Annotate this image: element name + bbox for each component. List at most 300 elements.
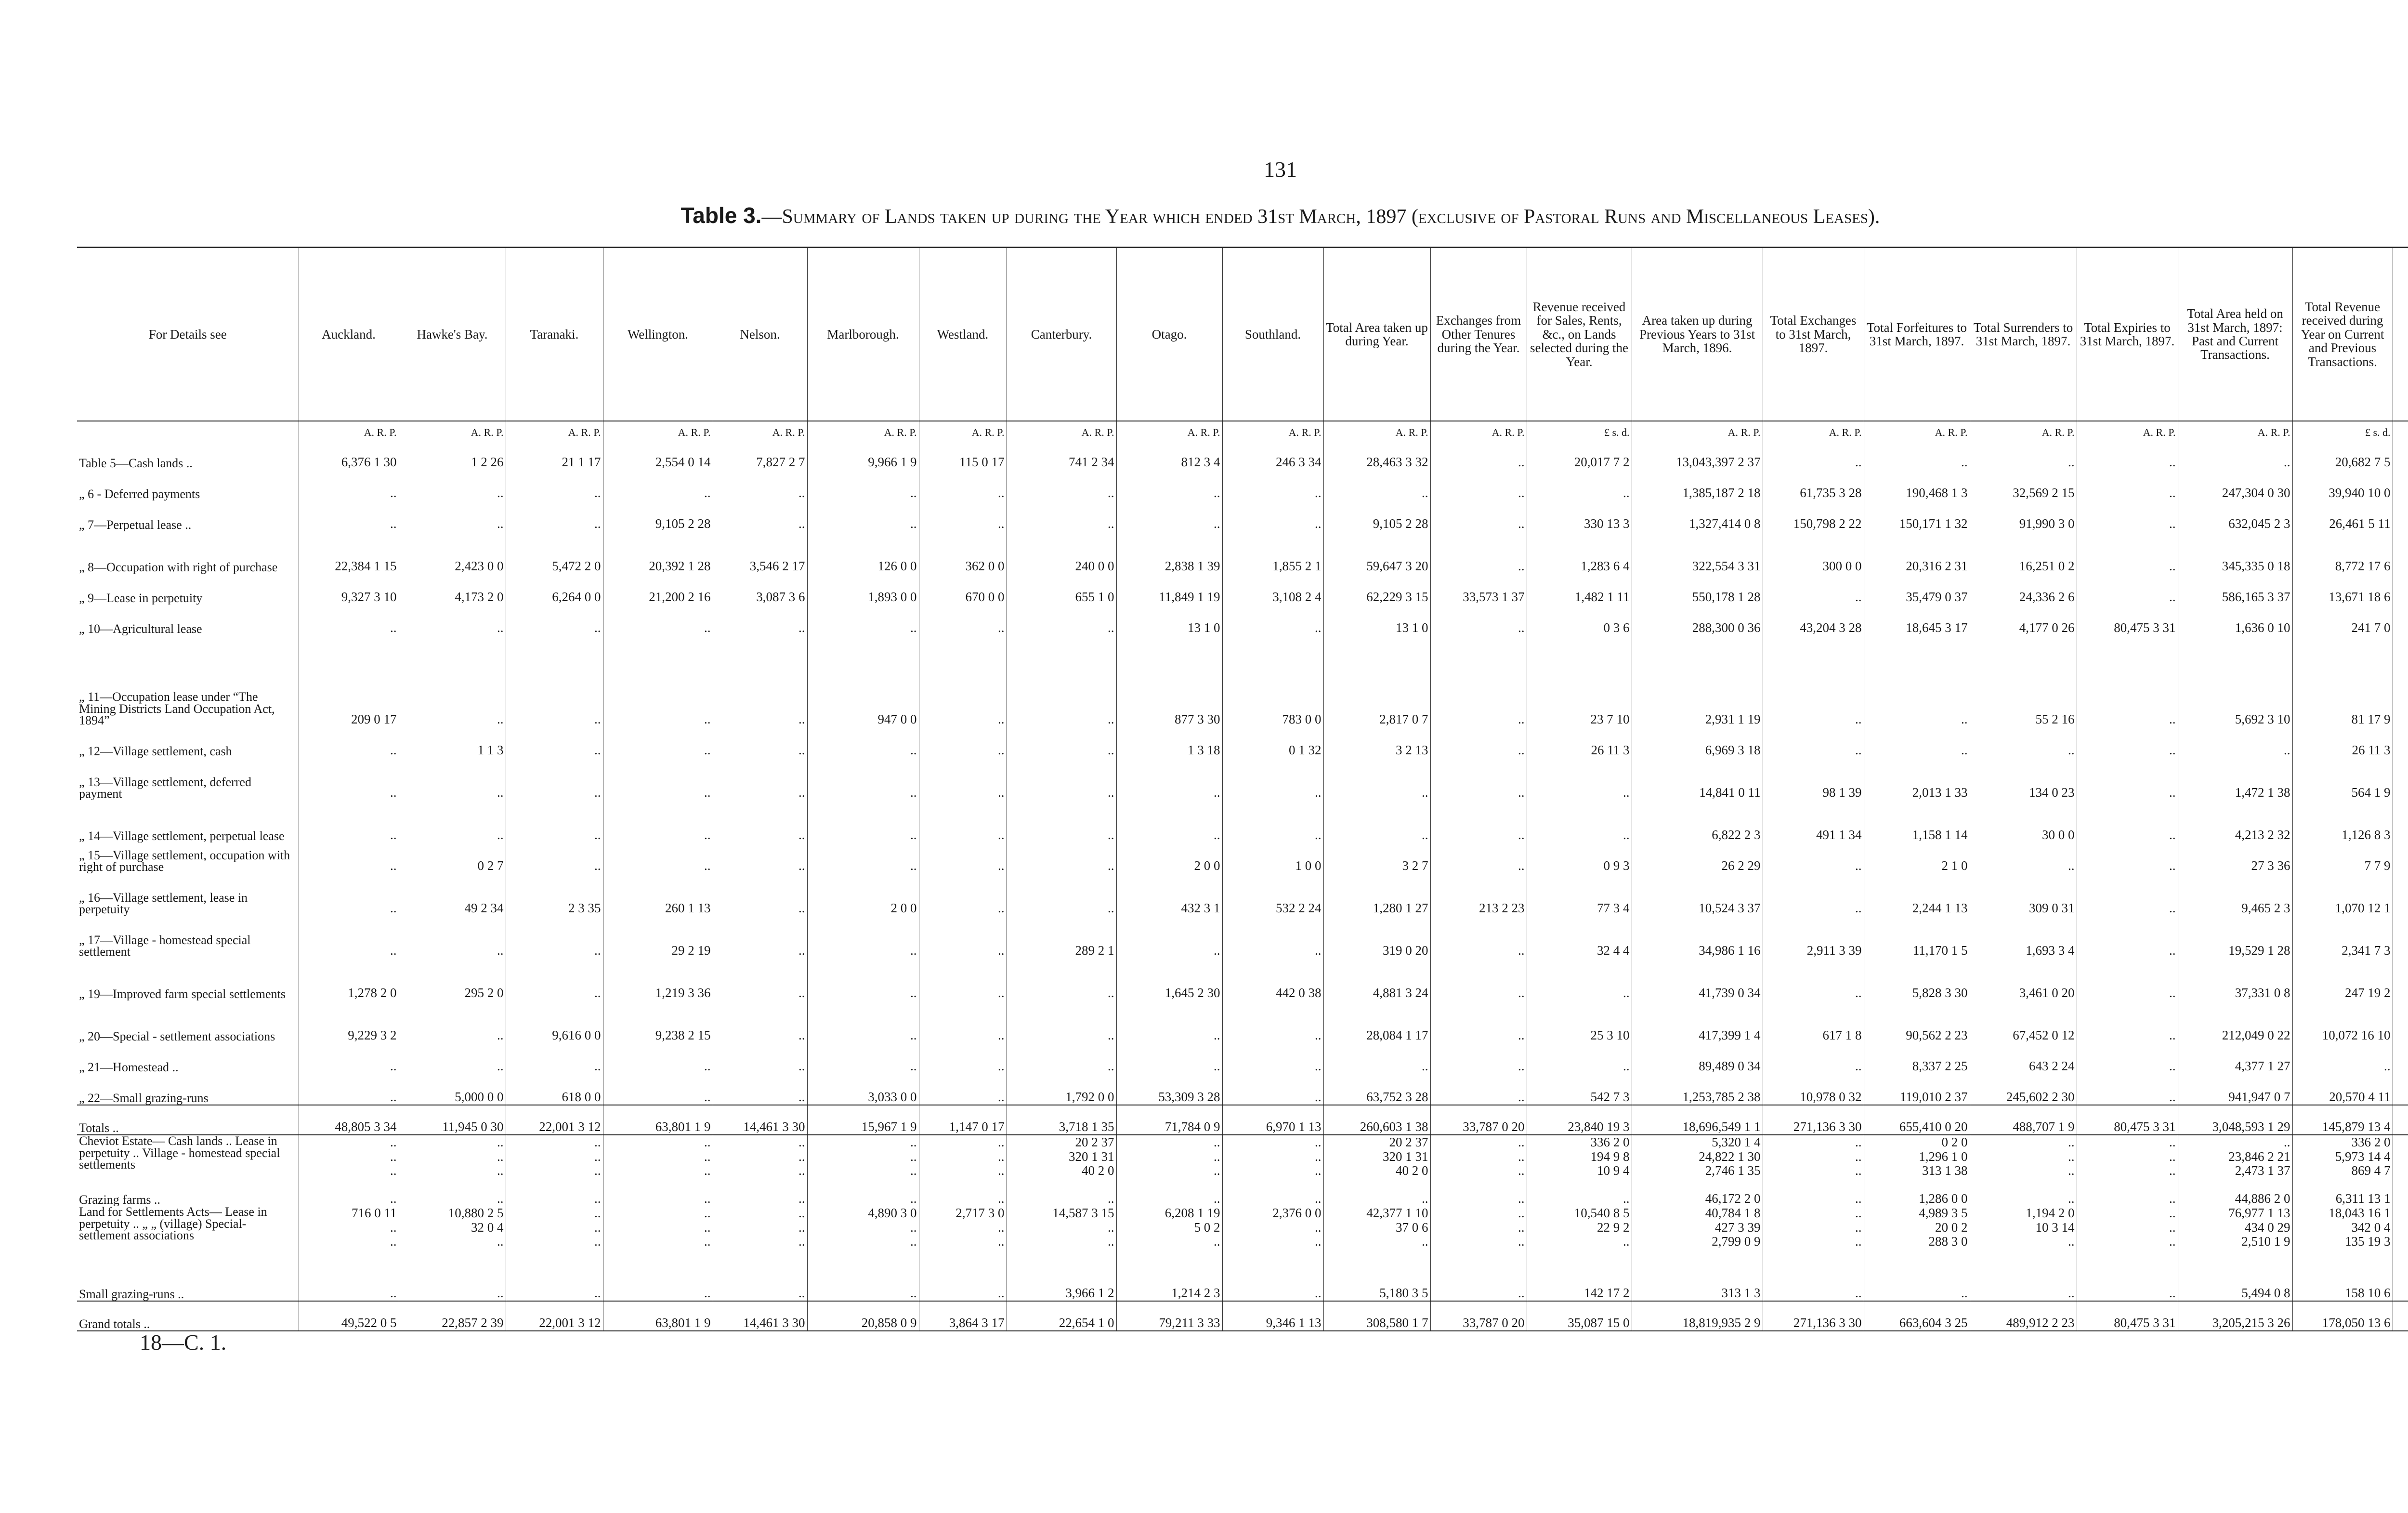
table-cell: 150,798 2 22 [1763, 500, 1864, 531]
table-cell: 1 0 0 [1222, 842, 1323, 873]
table-cell: 37,331 0 8 [2178, 958, 2292, 1000]
table-cell: 4,177 0 26 [1970, 605, 2077, 635]
table-cell: 300 0 0 [1763, 531, 1864, 574]
table-cell: 49,522 0 5 [299, 1301, 399, 1331]
table-cell: 28,084 1 17 [1323, 1000, 1430, 1043]
table-cell: 29 2 19 [603, 916, 713, 958]
table-cell: 5,828 3 30 [1864, 958, 1970, 1000]
table-cell: 2,376 0 0 .. .. [1222, 1206, 1323, 1273]
table-cell: 345,335 0 18 [2178, 531, 2292, 574]
table-cell: .. [603, 1043, 713, 1074]
table-cell: .. [1763, 635, 1864, 727]
table-cell: 1,482 1 11 [1527, 574, 1632, 605]
table-cell: 241 7 0 [2292, 605, 2393, 635]
table-cell: .. [1430, 500, 1527, 531]
table-cell: 308,580 1 7 [1323, 1301, 1430, 1331]
table-cell: 1,283 6 4 [1527, 531, 1632, 574]
table-cell: .. [1323, 1178, 1430, 1206]
table-cell: 2,838 1 39 [1116, 531, 1222, 574]
table-cell: 22,384 1 15 [299, 531, 399, 574]
unit-cell: A. R. P. [1864, 421, 1970, 439]
table-cell: .. [299, 758, 399, 800]
table-cell: .. [1763, 1178, 1864, 1206]
table-cell: .. [1007, 500, 1116, 531]
table-cell [2393, 916, 2408, 958]
table-cell [2393, 439, 2408, 470]
table-cell: 20,017 7 2 [1527, 439, 1632, 470]
table-cell: .. [506, 800, 603, 842]
table-cell: 9,465 2 3 [2178, 873, 2292, 916]
table-cell: .. [2077, 916, 2178, 958]
table-cell: .. [919, 1000, 1007, 1043]
table-cell: 26 11 3 [1527, 727, 1632, 758]
units-row [77, 421, 2408, 439]
table-cell: .. [1430, 958, 1527, 1000]
table-row [77, 500, 2408, 531]
unit-cell: A. R. P. [1222, 421, 1323, 439]
table-cell: 0 9 3 [1527, 842, 1632, 873]
table-cell: 2,013 1 33 [1864, 758, 1970, 800]
table-cell: 330 13 3 [1527, 500, 1632, 531]
header-cell: Otago. [1116, 248, 1222, 421]
table-cell: .. [1864, 635, 1970, 727]
table-row [77, 758, 2408, 800]
table-cell: .. .. .. [299, 1135, 399, 1178]
table-cell: 586,165 3 37 [2178, 574, 2292, 605]
table-cell: .. [506, 958, 603, 1000]
table-cell: .. [713, 758, 807, 800]
table-cell: .. [1430, 1043, 1527, 1074]
table-cell: 1,214 2 3 [1116, 1273, 1222, 1301]
table-cell: 1,253,785 2 38 [1632, 1074, 1763, 1105]
table-cell: 247 19 2 [2292, 958, 2393, 1000]
table-cell: 4,890 3 0 .. .. [807, 1206, 919, 1273]
table-cell: .. [1007, 635, 1116, 727]
table-cell: 13 1 0 [1323, 605, 1430, 635]
table-cell: 53,309 3 28 [1116, 1074, 1222, 1105]
table-cell: .. [713, 500, 807, 531]
table-row [77, 470, 2408, 500]
table-cell: 947 0 0 [807, 635, 919, 727]
table-cell: 289 2 1 [1007, 916, 1116, 958]
table-cell: .. [2077, 470, 2178, 500]
table-cell: .. [1527, 758, 1632, 800]
table-cell: 80,475 3 31 [2077, 1105, 2178, 1135]
table-cell: 46,172 2 0 [1632, 1178, 1763, 1206]
table-cell: .. [1430, 1074, 1527, 1105]
table-cell: 18,696,549 1 1 [1632, 1105, 1763, 1135]
table-cell: 41,739 0 34 [1632, 958, 1763, 1000]
table-cell [2393, 1000, 2408, 1043]
table-cell: 10,524 3 37 [1632, 873, 1763, 916]
table-cell: 190,468 1 3 [1864, 470, 1970, 500]
table-cell: .. [2077, 635, 2178, 727]
table-cell: 288,300 0 36 [1632, 605, 1763, 635]
table-cell: .. [2077, 531, 2178, 574]
table-cell: 1,385,187 2 18 [1632, 470, 1763, 500]
table-cell: 1,158 1 14 [1864, 800, 1970, 842]
table-cell: 134 0 23 [1970, 758, 2077, 800]
table-cell: .. [1763, 1273, 1864, 1301]
table-cell: .. [603, 605, 713, 635]
unit-cell: A. R. P. [919, 421, 1007, 439]
table-cell: .. [807, 1043, 919, 1074]
table-cell: 13,671 18 6 [2292, 574, 2393, 605]
table-cell: .. [399, 500, 506, 531]
table-cell: 655 1 0 [1007, 574, 1116, 605]
footer-reference: 18—C. 1. [140, 1330, 227, 1355]
unit-cell: A. R. P. [807, 421, 919, 439]
table-cell: 2,817 0 7 [1323, 635, 1430, 727]
table-cell: .. [1430, 842, 1527, 873]
table-cell: 23 7 10 [1527, 635, 1632, 727]
table-cell: 178,050 13 6 [2292, 1301, 2393, 1331]
table-cell: .. [1007, 958, 1116, 1000]
table-cell: 5,472 2 0 [506, 531, 603, 574]
row-label: „ 21—Homestead .. [79, 1060, 179, 1074]
table-cell [2393, 574, 2408, 605]
table-cell: .. [713, 1178, 807, 1206]
table-cell [2393, 727, 2408, 758]
table-row [77, 842, 2408, 873]
table-cell: .. .. .. [713, 1135, 807, 1178]
table-cell: 18,645 3 17 [1864, 605, 1970, 635]
table-cell: 2 3 35 [506, 873, 603, 916]
table-cell: 3,461 0 20 [1970, 958, 2077, 1000]
table-cell: .. [1116, 1000, 1222, 1043]
table-cell: 2,341 7 3 [2292, 916, 2393, 958]
table-cell: .. [1970, 1178, 2077, 1206]
table-cell: 20 2 37 320 1 31 40 2 0 [1323, 1135, 1430, 1178]
table-cell: 115 0 17 [919, 439, 1007, 470]
row-label: Land for Settlements Acts— Lease in perpetuity .. „ „ (village) Special-settlement associations [79, 1206, 267, 1243]
table-cell: .. .. .. [603, 1135, 713, 1178]
table-cell: 5,320 1 4 24,822 1 30 2,746 1 35 [1632, 1135, 1763, 1178]
table-cell: 25 3 10 [1527, 1000, 1632, 1043]
row-label: „ 9—Lease in perpetuity [79, 591, 203, 605]
table-cell: .. [399, 605, 506, 635]
table-cell: 27 3 36 [2178, 842, 2292, 873]
table-cell: .. [919, 727, 1007, 758]
unit-cell: £ s. d. [1527, 421, 1632, 439]
table-row [77, 531, 2408, 574]
table-cell: 71,784 0 9 [1116, 1105, 1222, 1135]
table-cell: 20,392 1 28 [603, 531, 713, 574]
table-cell: 63,752 3 28 [1323, 1074, 1430, 1105]
table-cell: 336 2 0 5,973 14 4 869 4 7 [2292, 1135, 2393, 1178]
table-cell: 213 2 23 [1430, 873, 1527, 916]
table-cell: .. [2077, 1000, 2178, 1043]
table-cell: 21 1 17 [506, 439, 603, 470]
table-cell: 617 1 8 [1763, 1000, 1864, 1043]
unit-cell: A. R. P. [1430, 421, 1527, 439]
table-cell: 32,569 2 15 [1970, 470, 2077, 500]
table-cell [2393, 1043, 2408, 1074]
table-cell: .. [399, 1273, 506, 1301]
table-cell: .. [1007, 605, 1116, 635]
table-cell: 9,327 3 10 [299, 574, 399, 605]
table-cell: .. [1222, 605, 1323, 635]
table-cell: .. [807, 958, 919, 1000]
table-cell: 6,822 2 3 [1632, 800, 1763, 842]
table-cell: .. .. .. [603, 1206, 713, 1273]
table-cell: 22,857 2 39 [399, 1301, 506, 1331]
table-cell: .. [1430, 727, 1527, 758]
table-cell: .. .. .. [1970, 1135, 2077, 1178]
table-cell: 44,886 2 0 [2178, 1178, 2292, 1206]
table-cell: .. [1763, 958, 1864, 1000]
table-cell: 1,792 0 0 [1007, 1074, 1116, 1105]
table-cell: 783 0 0 [1222, 635, 1323, 727]
unit-cell: A. R. P. [1116, 421, 1222, 439]
row-label: „ 6 - Deferred payments [79, 487, 200, 500]
table-cell: 1,286 0 0 [1864, 1178, 1970, 1206]
table-cell: 63,801 1 9 [603, 1301, 713, 1331]
table-cell: .. [713, 958, 807, 1000]
table-cell: 63,801 1 9 [603, 1105, 713, 1135]
table-cell: 1,126 8 3 [2292, 800, 2393, 842]
table-cell: 80,475 3 31 [2077, 1301, 2178, 1331]
table-cell: .. [1970, 1273, 2077, 1301]
table-cell: 1 2 26 [399, 439, 506, 470]
table-cell: 11,945 0 30 [399, 1105, 506, 1135]
table-cell: 240 0 0 [1007, 531, 1116, 574]
table-cell: .. [506, 605, 603, 635]
table-cell: .. [1763, 727, 1864, 758]
table-cell [2393, 1135, 2408, 1178]
table-cell: 1 3 18 [1116, 727, 1222, 758]
table-cell: .. [1222, 1178, 1323, 1206]
row-label: „ 8—Occupation with right of purchase [79, 560, 278, 574]
table-row [77, 605, 2408, 635]
table-cell: .. [603, 470, 713, 500]
table-cell: .. [713, 605, 807, 635]
table-cell: .. [299, 873, 399, 916]
header-cell [2393, 248, 2408, 421]
table-cell: 3 2 13 [1323, 727, 1430, 758]
table-cell: .. [919, 1043, 1007, 1074]
table-cell: 6,208 1 19 5 0 2 .. [1116, 1206, 1222, 1273]
table-cell: .. [713, 470, 807, 500]
table-cell: 336 2 0 194 9 8 10 9 4 [1527, 1135, 1632, 1178]
table-cell: 550,178 1 28 [1632, 574, 1763, 605]
table-cell: .. [506, 758, 603, 800]
table-cell: .. [399, 1043, 506, 1074]
grazing-farms-row [77, 1178, 2408, 1206]
table-cell: 663,604 3 25 [1864, 1301, 1970, 1331]
table-cell: .. [1116, 916, 1222, 958]
table-cell: .. [299, 605, 399, 635]
table-cell [2393, 1074, 2408, 1105]
row-label: „ 11—Occupation lease under “The Mining Districts Land Occupation Act, 1894” [79, 689, 275, 727]
table-cell: .. [299, 800, 399, 842]
table-cell: 20,316 2 31 [1864, 531, 1970, 574]
table-cell: .. [299, 916, 399, 958]
table-cell: 2,244 1 13 [1864, 873, 1970, 916]
table-cell: .. [603, 635, 713, 727]
table-cell: 3,966 1 2 [1007, 1273, 1116, 1301]
table-cell: .. .. .. [506, 1206, 603, 1273]
header-cell: Total Area held on 31st March, 1897: Past and Current Transactions. [2178, 248, 2292, 421]
table-cell: .. [299, 1273, 399, 1301]
table-cell: .. [1323, 758, 1430, 800]
table-cell: 319 0 20 [1323, 916, 1430, 958]
row-label: „ 13—Village settlement, deferred payment [79, 775, 251, 800]
table-cell: .. [2077, 439, 2178, 470]
row-label: „ 20—Special - settlement associations [79, 1029, 275, 1043]
table-cell: 28,463 3 32 [1323, 439, 1430, 470]
table-cell: .. [713, 1043, 807, 1074]
table-cell: 1,147 0 17 [919, 1105, 1007, 1135]
table-cell: .. [1222, 500, 1323, 531]
header-cell: Southland. [1222, 248, 1323, 421]
table-cell: 20,682 7 5 [2292, 439, 2393, 470]
table-cell: 5,494 0 8 [2178, 1273, 2292, 1301]
header-cell: Total Exchanges to 31st March, 1897. [1763, 248, 1864, 421]
land-for-settlements-row [77, 1206, 2408, 1273]
table-cell: .. [807, 1000, 919, 1043]
table-cell: 3,718 1 35 [1007, 1105, 1116, 1135]
table-cell: .. [1430, 916, 1527, 958]
unit-cell: A. R. P. [399, 421, 506, 439]
table-cell: .. [1007, 1000, 1116, 1043]
table-cell: .. [919, 605, 1007, 635]
table-cell: .. [1116, 800, 1222, 842]
table-cell: .. .. .. [807, 1135, 919, 1178]
table-cell: 442 0 38 [1222, 958, 1323, 1000]
table-cell: .. [713, 635, 807, 727]
table-cell: .. .. .. [713, 1206, 807, 1273]
table-cell: .. [2077, 758, 2178, 800]
table-cell: .. [603, 1178, 713, 1206]
table-cell: 16,251 0 2 [1970, 531, 2077, 574]
table-cell: 61,735 3 28 [1763, 470, 1864, 500]
table-cell: .. [506, 500, 603, 531]
table-cell: .. [399, 1178, 506, 1206]
table-cell: 322,554 3 31 [1632, 531, 1763, 574]
table-cell: 67,452 0 12 [1970, 1000, 2077, 1043]
table-cell: 488,707 1 9 [1970, 1105, 2077, 1135]
table-cell: .. [1430, 1178, 1527, 1206]
table-cell: 260,603 1 38 [1323, 1105, 1430, 1135]
table-cell: .. [1007, 842, 1116, 873]
table-cell [2393, 873, 2408, 916]
table-cell: 271,136 3 30 [1763, 1105, 1864, 1135]
table-cell: 2 0 0 [1116, 842, 1222, 873]
table-cell: 22,001 3 12 [506, 1105, 603, 1135]
table-cell: 0 3 6 [1527, 605, 1632, 635]
table-cell: 716 0 11 .. .. [299, 1206, 399, 1273]
table-cell: 655,410 0 20 [1864, 1105, 1970, 1135]
page-number: 131 [1264, 157, 1297, 182]
grand-totals-row [77, 1301, 2408, 1331]
table-cell: 19,529 1 28 [2178, 916, 2292, 958]
table-cell: .. [2292, 1043, 2393, 1074]
table-cell: 1,693 3 4 [1970, 916, 2077, 958]
row-label: Totals .. [77, 1105, 299, 1135]
table-cell: 22,001 3 12 [506, 1301, 603, 1331]
table-cell: 142 17 2 [1527, 1273, 1632, 1301]
table-cell: 26 11 3 [2292, 727, 2393, 758]
table-cell: 741 2 34 [1007, 439, 1116, 470]
table-cell: 6,376 1 30 [299, 439, 399, 470]
header-cell: Total Surrenders to 31st March, 1897. [1970, 248, 2077, 421]
table-caption: —Summary of Lands taken up during the Year which ended 31st March, 1897 (exclusive of Pastoral Runs and Miscellaneous Leases). [761, 206, 1880, 228]
table-cell: 23,840 19 3 [1527, 1105, 1632, 1135]
table-cell: .. [807, 758, 919, 800]
table-cell [2393, 1206, 2408, 1273]
table-cell: 91,990 3 0 [1970, 500, 2077, 531]
table-cell: .. [2077, 958, 2178, 1000]
header-cell: Westland. [919, 248, 1007, 421]
table-cell: 271,136 3 30 [1763, 1301, 1864, 1331]
table-cell: 79,211 3 33 [1116, 1301, 1222, 1331]
table-cell: .. [299, 500, 399, 531]
table-cell: .. [1222, 1043, 1323, 1074]
table-cell: 7 7 9 [2292, 842, 2393, 873]
table-cell: .. [1864, 439, 1970, 470]
table-cell: 21,200 2 16 [603, 574, 713, 605]
table-cell: .. [299, 1074, 399, 1105]
table-cell: .. [2077, 1178, 2178, 1206]
table-cell: .. [399, 758, 506, 800]
table-cell: .. [1007, 1178, 1116, 1206]
table-cell: 42,377 1 10 37 0 6 .. [1323, 1206, 1430, 1273]
table-cell: .. [1222, 1273, 1323, 1301]
table-cell: .. [1222, 800, 1323, 842]
table-cell: 76,977 1 13 434 0 29 2,510 1 9 [2178, 1206, 2292, 1273]
table-cell: 10,978 0 32 [1763, 1074, 1864, 1105]
table-cell: 1,645 2 30 [1116, 958, 1222, 1000]
unit-cell: A. R. P. [603, 421, 713, 439]
table-cell: 1,472 1 38 [2178, 758, 2292, 800]
table-cell: .. .. .. [506, 1135, 603, 1178]
header-cell: Auckland. [299, 248, 399, 421]
table-cell: .. [1007, 470, 1116, 500]
table-cell: 14,841 0 11 [1632, 758, 1763, 800]
row-label: „ 17—Village - homestead special settlement [79, 933, 251, 958]
table-cell: 295 2 0 [399, 958, 506, 1000]
table-cell: .. [1116, 500, 1222, 531]
table-cell: .. [807, 916, 919, 958]
table-cell: .. [2077, 500, 2178, 531]
table-cell: .. [1970, 842, 2077, 873]
table-cell: .. [807, 1273, 919, 1301]
table-cell: 489,912 2 23 [1970, 1301, 2077, 1331]
table-cell: 313 1 3 [1632, 1273, 1763, 1301]
table-cell: 5,000 0 0 [399, 1074, 506, 1105]
unit-cell: A. R. P. [1007, 421, 1116, 439]
table-cell: 1 1 3 [399, 727, 506, 758]
table-cell: 9,346 1 13 [1222, 1301, 1323, 1331]
table-cell: 260 1 13 [603, 873, 713, 916]
table-cell: 98 1 39 [1763, 758, 1864, 800]
table-cell: .. [1007, 873, 1116, 916]
table-row [77, 635, 2408, 727]
header-cell: Wellington. [603, 248, 713, 421]
table-cell: 20,858 0 9 [807, 1301, 919, 1331]
table-cell: .. [807, 605, 919, 635]
table-cell: 43,204 3 28 [1763, 605, 1864, 635]
table-cell: 3,205,215 3 26 [2178, 1301, 2292, 1331]
table-cell: .. .. .. [919, 1135, 1007, 1178]
table-cell: 1,327,414 0 8 [1632, 500, 1763, 531]
table-cell: 564 1 9 [2292, 758, 2393, 800]
table-row [77, 873, 2408, 916]
table-cell: .. [713, 1000, 807, 1043]
table-cell: 119,010 2 37 [1864, 1074, 1970, 1105]
cheviot-estate-row [77, 1135, 2408, 1178]
